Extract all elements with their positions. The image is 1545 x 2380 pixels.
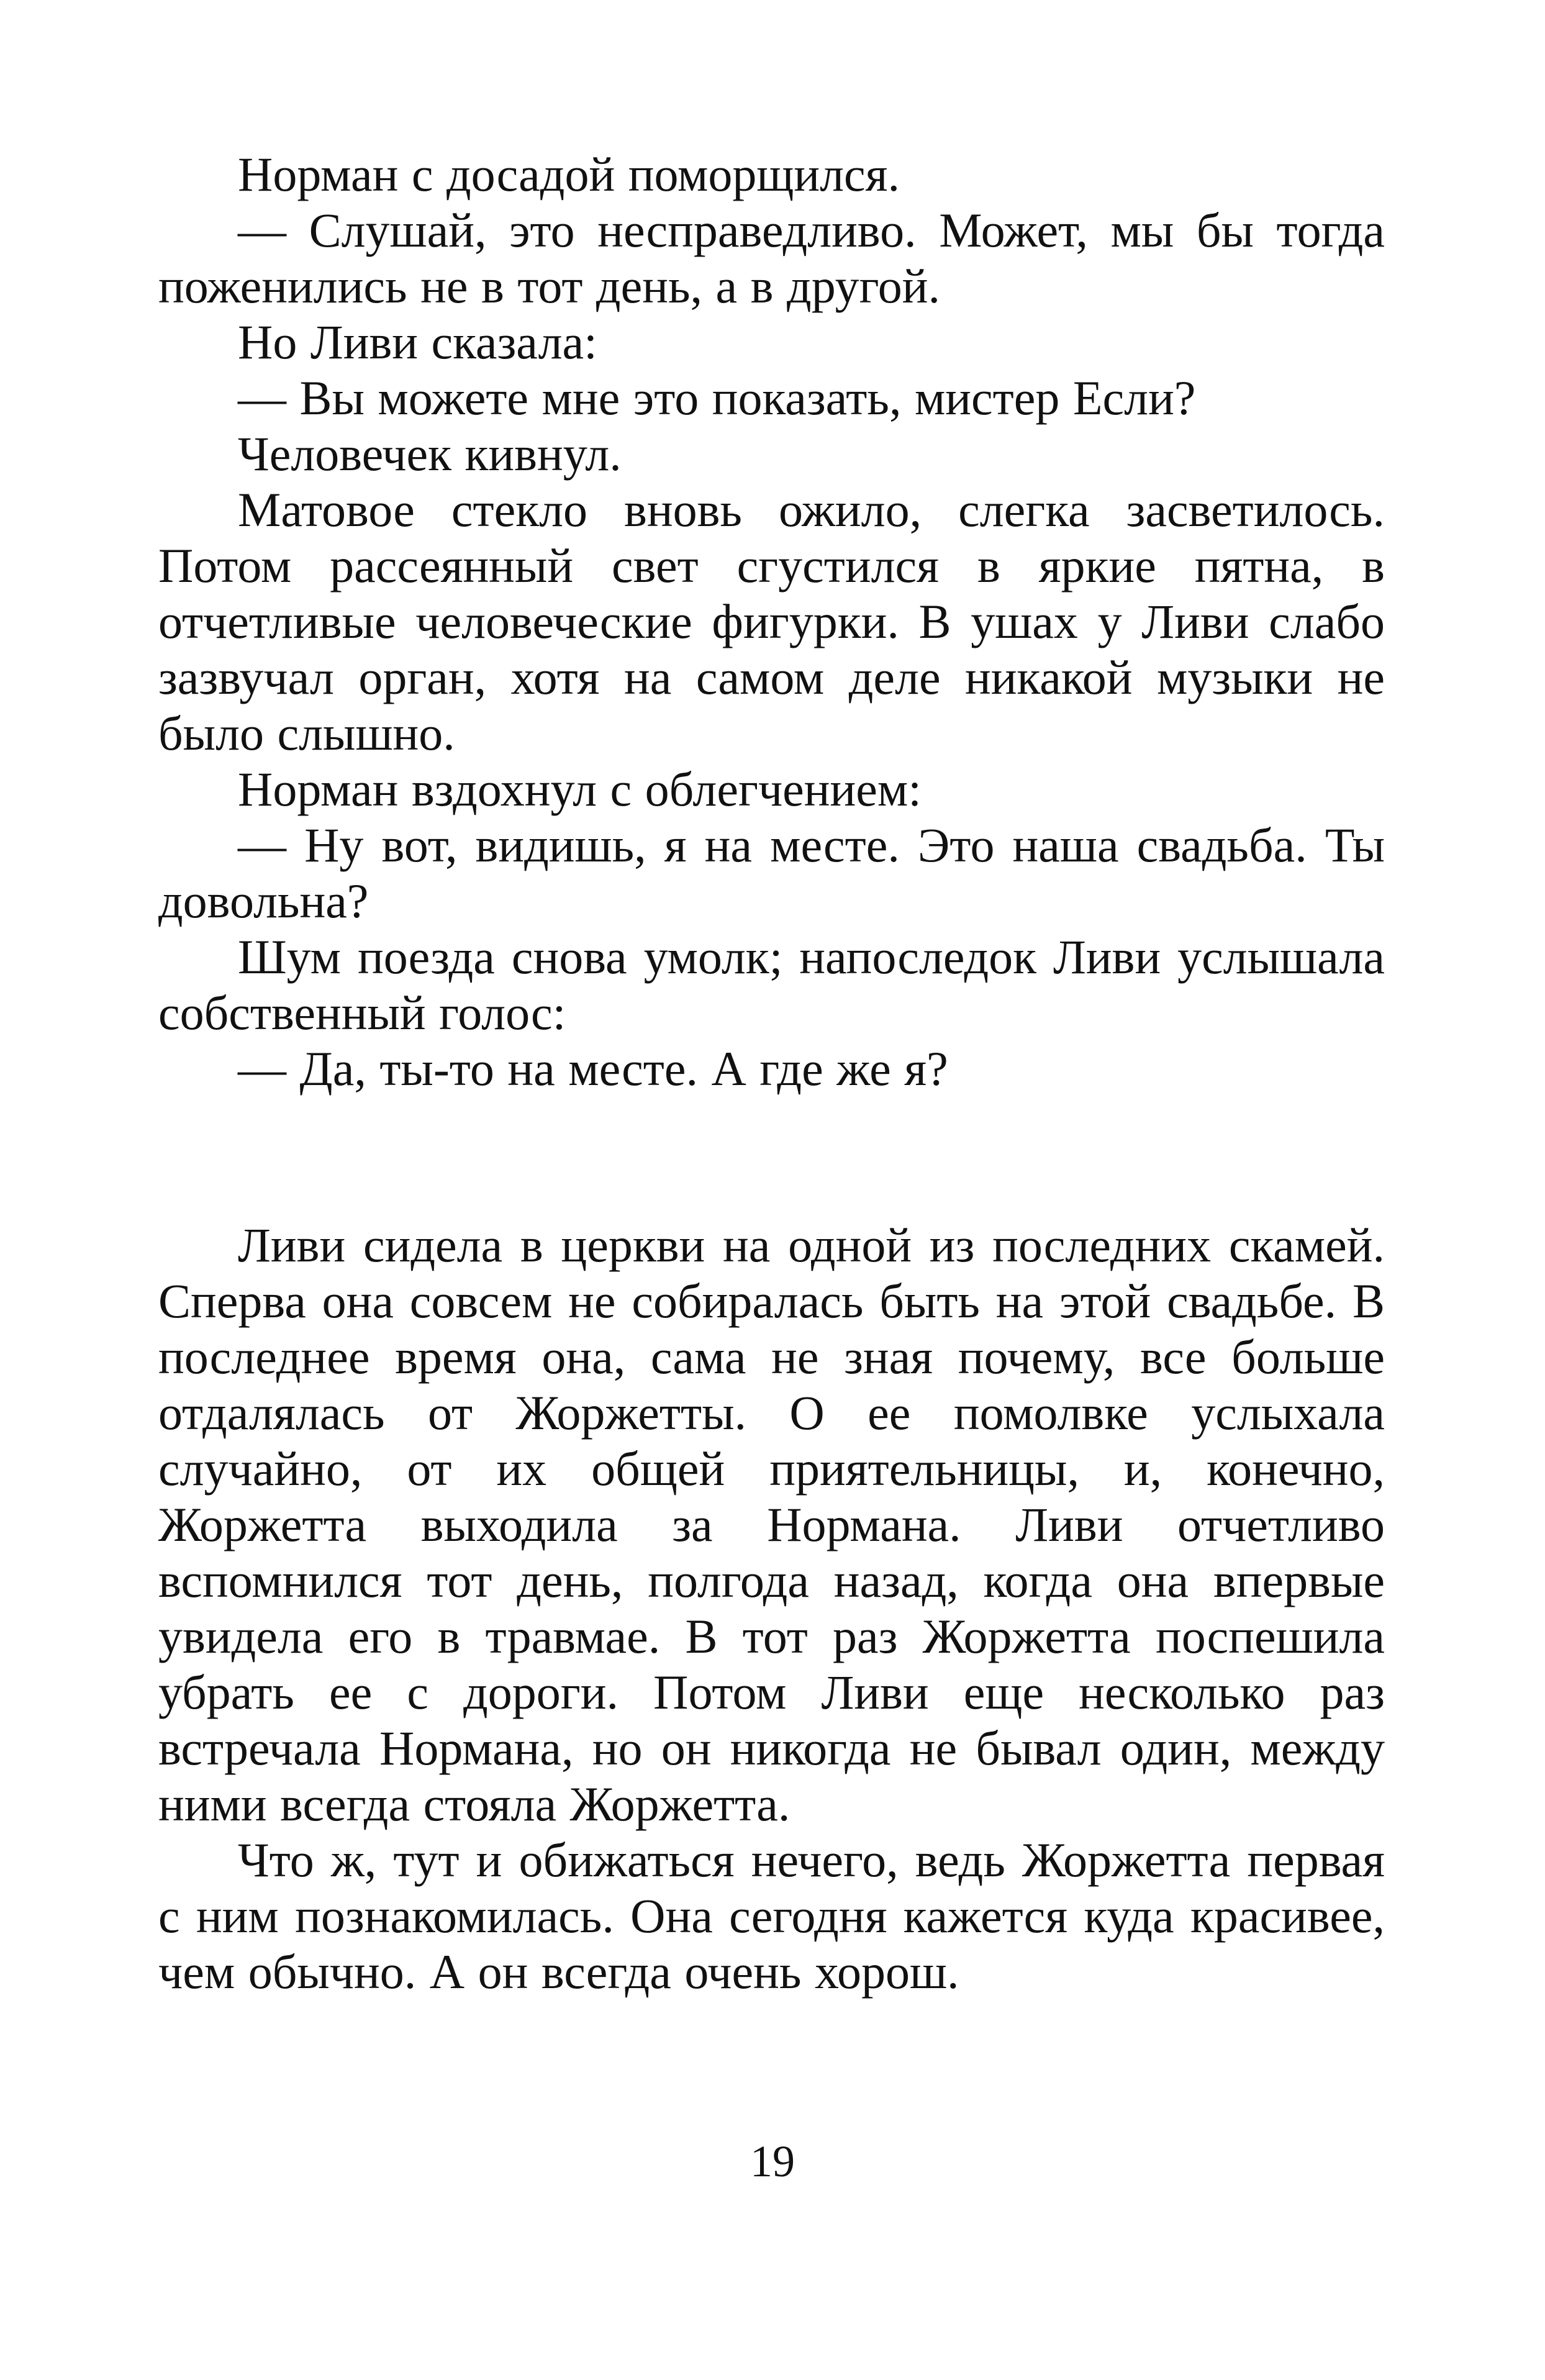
paragraph: Человечек кивнул.: [238, 427, 622, 481]
paragraph: Норман с досадой поморщился.: [238, 147, 900, 201]
text-section-1: [158, 147, 1385, 1097]
paragraph: Норман вздохнул с облегчением:: [238, 762, 922, 816]
paragraph: — Да, ты-то на месте. А где же я?: [238, 1042, 948, 1096]
paragraph: Матовое стекло вновь ожило, слегка засветилось. Потом рассеянный свет сгустился в яркие пятна, в отчетливые человеческие фигурки. В ушах у Ливи слабо зазвучал орган, хотя на самом деле никакой музыки не было слышно.: [158, 483, 1385, 760]
paragraph: Но Ливи сказала:: [238, 315, 597, 369]
paragraph: Шум поезда снова умолк; напоследок Ливи услышала собственный голос:: [158, 930, 1385, 1040]
paragraph: Ливи сидела в церкви на одной из последних скамей. Сперва она совсем не собиралась быть на этой свадьбе. В последнее время она, сама не зная почему, все больше отдалялась от Жоржетты. О ее помолвке услыхала случайно, от их общей приятельницы, и, конечно, Жоржетта выходила за Нормана. Ливи отчетливо вспомнился тот день, полгода назад, когда она впервые увидела его в травмае. В тот раз Жоржетта поспешила убрать ее с дороги. Потом Ливи еще несколько раз встречала Нормана, но он никогда не бывал один, между ними всегда стояла Жоржетта.: [158, 1218, 1385, 1831]
page-number: 19: [750, 2137, 795, 2186]
paragraph: — Слушай, это несправедливо. Может, мы бы тогда поженились не в тот день, а в другой.: [158, 203, 1385, 313]
paragraph: Что ж, тут и обижаться нечего, ведь Жоржетта первая с ним познакомилась. Она сегодня кажется куда красивее, чем обычно. А он всегда очень хорош.: [158, 1833, 1385, 1999]
paragraph: — Вы можете мне это показать, мистер Если?: [238, 371, 1196, 425]
paragraph: — Ну вот, видишь, я на месте. Это наша свадьба. Ты довольна?: [158, 818, 1385, 928]
text-section-2: [158, 1217, 1385, 2000]
